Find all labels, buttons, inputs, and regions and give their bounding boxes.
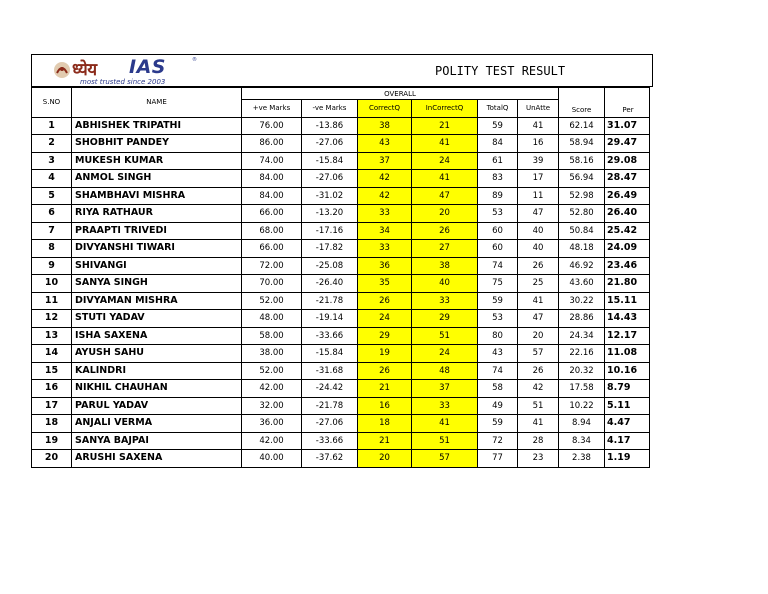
cell-incorrect: 20: [412, 205, 478, 223]
cell-name: SHIVANGI: [72, 257, 242, 275]
cell-percentage: 29.47: [605, 135, 650, 153]
cell-unattempted: 40: [518, 240, 559, 258]
cell-total: 59: [478, 117, 518, 135]
cell-sno: 7: [32, 222, 72, 240]
cell-unattempted: 16: [518, 135, 559, 153]
cell-percentage: 29.08: [605, 152, 650, 170]
cell-incorrect: 51: [412, 327, 478, 345]
cell-positive-marks: 52.00: [242, 292, 302, 310]
cell-positive-marks: 52.00: [242, 362, 302, 380]
logo-hindi-text: ध्येय: [72, 60, 97, 80]
cell-negative-marks: -21.78: [302, 292, 358, 310]
col-header-per: Per: [605, 88, 650, 118]
cell-incorrect: 21: [412, 117, 478, 135]
cell-sno: 16: [32, 380, 72, 398]
header-row-top: [32, 88, 650, 100]
cell-sno: 3: [32, 152, 72, 170]
cell-sno: 19: [32, 432, 72, 450]
cell-score: 20.32: [559, 362, 605, 380]
cell-score: 43.60: [559, 275, 605, 293]
cell-percentage: 5.11: [605, 397, 650, 415]
cell-percentage: 8.79: [605, 380, 650, 398]
table-row: [32, 275, 650, 293]
cell-sno: 12: [32, 310, 72, 328]
cell-correct: 42: [358, 187, 412, 205]
table-row: [32, 432, 650, 450]
cell-correct: 24: [358, 310, 412, 328]
cell-sno: 10: [32, 275, 72, 293]
cell-incorrect: 51: [412, 432, 478, 450]
table-row: [32, 135, 650, 153]
cell-sno: 20: [32, 450, 72, 468]
table-row: [32, 257, 650, 275]
cell-score: 8.94: [559, 415, 605, 433]
cell-positive-marks: 76.00: [242, 117, 302, 135]
table-row: [32, 345, 650, 363]
cell-unattempted: 42: [518, 380, 559, 398]
table-row: [32, 450, 650, 468]
logo-tagline: most trusted since 2003: [80, 78, 166, 86]
cell-negative-marks: -27.06: [302, 170, 358, 188]
cell-sno: 15: [32, 362, 72, 380]
table-row: [32, 152, 650, 170]
cell-incorrect: 38: [412, 257, 478, 275]
cell-score: 46.92: [559, 257, 605, 275]
cell-negative-marks: -13.20: [302, 205, 358, 223]
cell-correct: 21: [358, 432, 412, 450]
cell-total: 74: [478, 362, 518, 380]
cell-score: 58.94: [559, 135, 605, 153]
cell-total: 53: [478, 205, 518, 223]
cell-correct: 33: [358, 205, 412, 223]
cell-incorrect: 41: [412, 170, 478, 188]
cell-correct: 34: [358, 222, 412, 240]
cell-positive-marks: 84.00: [242, 170, 302, 188]
cell-sno: 1: [32, 117, 72, 135]
cell-incorrect: 48: [412, 362, 478, 380]
cell-percentage: 11.08: [605, 345, 650, 363]
col-header-incorrect: InCorrectQ: [412, 100, 478, 118]
result-sheet: [31, 54, 654, 464]
cell-negative-marks: -17.16: [302, 222, 358, 240]
cell-correct: 16: [358, 397, 412, 415]
cell-unattempted: 57: [518, 345, 559, 363]
cell-incorrect: 24: [412, 152, 478, 170]
cell-positive-marks: 72.00: [242, 257, 302, 275]
cell-total: 59: [478, 292, 518, 310]
cell-negative-marks: -19.14: [302, 310, 358, 328]
cell-unattempted: 26: [518, 257, 559, 275]
cell-correct: 33: [358, 240, 412, 258]
cell-total: 74: [478, 257, 518, 275]
cell-correct: 38: [358, 117, 412, 135]
cell-score: 24.34: [559, 327, 605, 345]
cell-positive-marks: 32.00: [242, 397, 302, 415]
cell-percentage: 31.07: [605, 117, 650, 135]
cell-unattempted: 40: [518, 222, 559, 240]
cell-score: 52.80: [559, 205, 605, 223]
cell-name: PRAAPTI TRIVEDI: [72, 222, 242, 240]
cell-sno: 9: [32, 257, 72, 275]
cell-name: SANYA BAJPAI: [72, 432, 242, 450]
cell-negative-marks: -13.86: [302, 117, 358, 135]
cell-unattempted: 47: [518, 205, 559, 223]
cell-positive-marks: 38.00: [242, 345, 302, 363]
cell-negative-marks: -21.78: [302, 397, 358, 415]
cell-name: NIKHIL CHAUHAN: [72, 380, 242, 398]
cell-name: PARUL YADAV: [72, 397, 242, 415]
cell-total: 61: [478, 152, 518, 170]
cell-percentage: 4.47: [605, 415, 650, 433]
cell-incorrect: 40: [412, 275, 478, 293]
cell-percentage: 1.19: [605, 450, 650, 468]
cell-sno: 4: [32, 170, 72, 188]
cell-unattempted: 25: [518, 275, 559, 293]
cell-correct: 36: [358, 257, 412, 275]
cell-correct: 20: [358, 450, 412, 468]
cell-negative-marks: -17.82: [302, 240, 358, 258]
col-header-negative-marks: -ve Marks: [302, 100, 358, 118]
cell-unattempted: 26: [518, 362, 559, 380]
cell-positive-marks: 84.00: [242, 187, 302, 205]
cell-total: 72: [478, 432, 518, 450]
cell-positive-marks: 40.00: [242, 450, 302, 468]
cell-score: 10.22: [559, 397, 605, 415]
cell-sno: 2: [32, 135, 72, 153]
cell-total: 84: [478, 135, 518, 153]
cell-percentage: 23.46: [605, 257, 650, 275]
cell-score: 8.34: [559, 432, 605, 450]
cell-sno: 8: [32, 240, 72, 258]
cell-name: RIYA RATHAUR: [72, 205, 242, 223]
cell-correct: 21: [358, 380, 412, 398]
cell-total: 58: [478, 380, 518, 398]
cell-score: 58.16: [559, 152, 605, 170]
cell-negative-marks: -26.40: [302, 275, 358, 293]
table-row: [32, 205, 650, 223]
table-row: [32, 292, 650, 310]
cell-percentage: 28.47: [605, 170, 650, 188]
cell-score: 30.22: [559, 292, 605, 310]
cell-score: 62.14: [559, 117, 605, 135]
cell-sno: 14: [32, 345, 72, 363]
cell-sno: 6: [32, 205, 72, 223]
cell-positive-marks: 42.00: [242, 380, 302, 398]
cell-positive-marks: 48.00: [242, 310, 302, 328]
cell-negative-marks: -31.68: [302, 362, 358, 380]
cell-positive-marks: 36.00: [242, 415, 302, 433]
cell-total: 77: [478, 450, 518, 468]
cell-score: 22.16: [559, 345, 605, 363]
cell-percentage: 15.11: [605, 292, 650, 310]
col-header-unattempted: UnAtte: [518, 100, 559, 118]
cell-name: KALINDRI: [72, 362, 242, 380]
result-table-body: [32, 117, 650, 467]
table-row: [32, 415, 650, 433]
cell-positive-marks: 68.00: [242, 222, 302, 240]
cell-unattempted: 11: [518, 187, 559, 205]
cell-incorrect: 57: [412, 450, 478, 468]
cell-negative-marks: -15.84: [302, 152, 358, 170]
cell-negative-marks: -24.42: [302, 380, 358, 398]
cell-correct: 18: [358, 415, 412, 433]
cell-percentage: 26.49: [605, 187, 650, 205]
table-row: [32, 222, 650, 240]
cell-name: SHAMBHAVI MISHRA: [72, 187, 242, 205]
cell-name: ARUSHI SAXENA: [72, 450, 242, 468]
cell-name: ANJALI VERMA: [72, 415, 242, 433]
cell-negative-marks: -31.02: [302, 187, 358, 205]
table-row: [32, 170, 650, 188]
logo-registered-mark: ®: [192, 57, 197, 63]
cell-score: 56.94: [559, 170, 605, 188]
cell-total: 53: [478, 310, 518, 328]
cell-score: 28.86: [559, 310, 605, 328]
cell-correct: 26: [358, 292, 412, 310]
cell-percentage: 14.43: [605, 310, 650, 328]
cell-positive-marks: 86.00: [242, 135, 302, 153]
cell-incorrect: 29: [412, 310, 478, 328]
cell-percentage: 24.09: [605, 240, 650, 258]
cell-percentage: 4.17: [605, 432, 650, 450]
logo-emblem-icon: [52, 60, 72, 80]
cell-unattempted: 17: [518, 170, 559, 188]
cell-unattempted: 41: [518, 292, 559, 310]
cell-correct: 35: [358, 275, 412, 293]
cell-name: STUTI YADAV: [72, 310, 242, 328]
cell-correct: 37: [358, 152, 412, 170]
cell-unattempted: 47: [518, 310, 559, 328]
table-row: [32, 240, 650, 258]
result-table: [31, 87, 650, 468]
cell-name: AYUSH SAHU: [72, 345, 242, 363]
cell-incorrect: 24: [412, 345, 478, 363]
table-row: [32, 187, 650, 205]
cell-score: 2.38: [559, 450, 605, 468]
cell-name: DIVYAMAN MISHRA: [72, 292, 242, 310]
cell-unattempted: 23: [518, 450, 559, 468]
cell-negative-marks: -33.66: [302, 432, 358, 450]
cell-total: 60: [478, 222, 518, 240]
cell-unattempted: 41: [518, 117, 559, 135]
cell-total: 75: [478, 275, 518, 293]
cell-negative-marks: -27.06: [302, 415, 358, 433]
cell-name: DIVYANSHI TIWARI: [72, 240, 242, 258]
cell-negative-marks: -15.84: [302, 345, 358, 363]
cell-positive-marks: 42.00: [242, 432, 302, 450]
cell-unattempted: 20: [518, 327, 559, 345]
cell-percentage: 26.40: [605, 205, 650, 223]
cell-correct: 29: [358, 327, 412, 345]
cell-correct: 42: [358, 170, 412, 188]
cell-positive-marks: 70.00: [242, 275, 302, 293]
cell-name: MUKESH KUMAR: [72, 152, 242, 170]
col-header-score: Score: [559, 88, 605, 118]
cell-incorrect: 33: [412, 292, 478, 310]
col-header-positive-marks: +ve Marks: [242, 100, 302, 118]
cell-positive-marks: 74.00: [242, 152, 302, 170]
col-header-overall: OVERALL: [242, 88, 559, 100]
col-header-total: TotalQ: [478, 100, 518, 118]
cell-correct: 26: [358, 362, 412, 380]
cell-sno: 5: [32, 187, 72, 205]
cell-percentage: 12.17: [605, 327, 650, 345]
cell-positive-marks: 58.00: [242, 327, 302, 345]
table-row: [32, 327, 650, 345]
cell-incorrect: 37: [412, 380, 478, 398]
cell-incorrect: 41: [412, 415, 478, 433]
cell-positive-marks: 66.00: [242, 240, 302, 258]
cell-name: SANYA SINGH: [72, 275, 242, 293]
cell-incorrect: 26: [412, 222, 478, 240]
cell-score: 48.18: [559, 240, 605, 258]
cell-unattempted: 28: [518, 432, 559, 450]
cell-percentage: 10.16: [605, 362, 650, 380]
col-header-sno: S.NO: [32, 88, 72, 118]
cell-total: 60: [478, 240, 518, 258]
cell-sno: 13: [32, 327, 72, 345]
cell-score: 50.84: [559, 222, 605, 240]
logo-brand-text: IAS: [129, 56, 166, 78]
cell-negative-marks: -27.06: [302, 135, 358, 153]
cell-negative-marks: -37.62: [302, 450, 358, 468]
table-row: [32, 310, 650, 328]
cell-incorrect: 41: [412, 135, 478, 153]
cell-percentage: 25.42: [605, 222, 650, 240]
cell-total: 80: [478, 327, 518, 345]
cell-incorrect: 47: [412, 187, 478, 205]
table-row: [32, 380, 650, 398]
cell-correct: 43: [358, 135, 412, 153]
cell-incorrect: 33: [412, 397, 478, 415]
cell-sno: 18: [32, 415, 72, 433]
cell-total: 43: [478, 345, 518, 363]
cell-total: 83: [478, 170, 518, 188]
cell-score: 17.58: [559, 380, 605, 398]
cell-name: ISHA SAXENA: [72, 327, 242, 345]
cell-unattempted: 41: [518, 415, 559, 433]
cell-incorrect: 27: [412, 240, 478, 258]
cell-correct: 19: [358, 345, 412, 363]
cell-percentage: 21.80: [605, 275, 650, 293]
cell-name: ANMOL SINGH: [72, 170, 242, 188]
page-title: POLITY TEST RESULT: [435, 64, 566, 78]
cell-total: 59: [478, 415, 518, 433]
cell-total: 89: [478, 187, 518, 205]
cell-negative-marks: -25.08: [302, 257, 358, 275]
cell-score: 52.98: [559, 187, 605, 205]
col-header-name: NAME: [72, 88, 242, 118]
cell-total: 49: [478, 397, 518, 415]
cell-sno: 11: [32, 292, 72, 310]
table-row: [32, 362, 650, 380]
sheet-header: [31, 54, 653, 87]
cell-sno: 17: [32, 397, 72, 415]
cell-unattempted: 51: [518, 397, 559, 415]
cell-negative-marks: -33.66: [302, 327, 358, 345]
table-row: [32, 397, 650, 415]
dhyeya-ias-logo: [52, 57, 212, 87]
cell-name: ABHISHEK TRIPATHI: [72, 117, 242, 135]
cell-name: SHOBHIT PANDEY: [72, 135, 242, 153]
cell-unattempted: 39: [518, 152, 559, 170]
cell-positive-marks: 66.00: [242, 205, 302, 223]
col-header-correct: CorrectQ: [358, 100, 412, 118]
table-row: [32, 117, 650, 135]
